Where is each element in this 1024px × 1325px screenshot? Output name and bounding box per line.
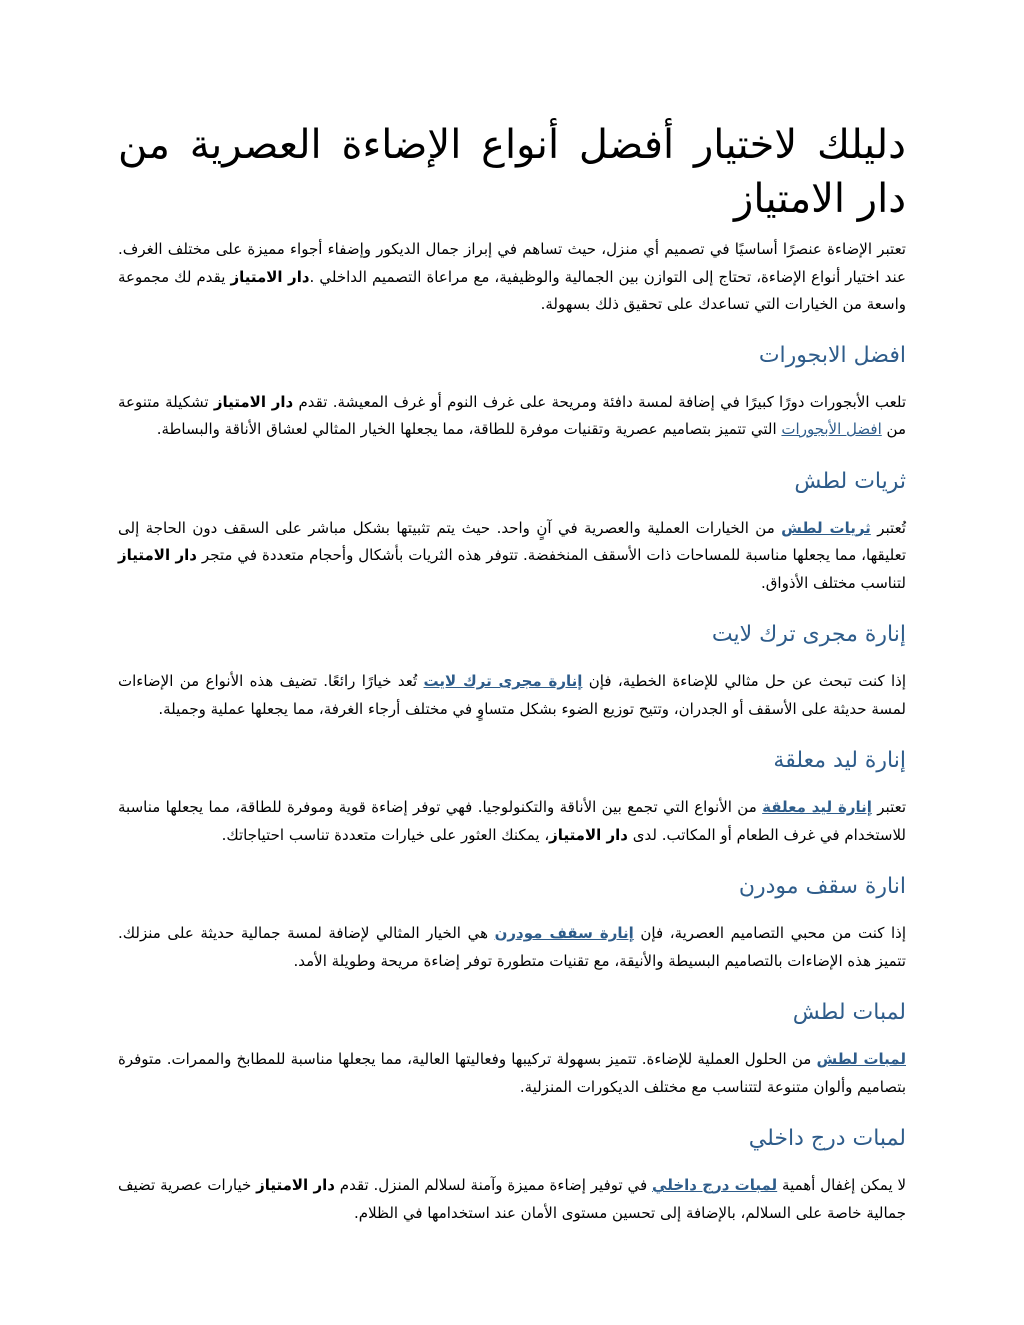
section-paragraph-stair-lights bbox=[118, 1172, 906, 1227]
paragraph-text: خيارات عصرية تضيف جمالية خاصة على السلالم، بالإضافة إلى تحسين مستوى الأمان عند استخدامها في الظلام. bbox=[118, 1176, 906, 1222]
brand-name: دار الامتياز bbox=[230, 267, 310, 286]
paragraph-text: لا يمكن إغفال أهمية bbox=[777, 1176, 907, 1194]
brand-name: دار الامتياز bbox=[213, 392, 294, 411]
link-track-light[interactable]: إنارة مجرى ترك لايت bbox=[423, 672, 583, 690]
link-flush-bulbs[interactable]: لمبات لطش bbox=[816, 1050, 906, 1068]
paragraph-text: من الخيارات العملية والعصرية في آنٍ واحد. حيث يتم تثبيتها بشكل مباشر على السقف دون الحاجة إلى تعليقها، مما يجعلها مناسبة للمساحات ذات الأسقف المنخفضة. تتوفر هذه الثريات بأشكال وأحجام متعددة في متجر bbox=[118, 518, 907, 564]
paragraph-text: تلعب الأبجورات دورًا كبيرًا في إضافة لمسة دافئة ومريحة على غرف النوم أو غرف المعيشة. تقدم bbox=[293, 392, 906, 411]
section-heading-flush-chandeliers: ثريات لطش bbox=[794, 468, 906, 494]
section-heading-modern-ceiling: انارة سقف مودرن bbox=[738, 874, 906, 899]
section-heading-track-light: إنارة مجرى ترك لايت bbox=[711, 622, 906, 647]
section-paragraph-abajour bbox=[118, 389, 906, 444]
paragraph-text: من الأنواع التي تجمع بين الأناقة والتكنولوجيا. فهي توفر إضاءة قوية وموفرة للطاقة، مما يجعلها مناسبة للاستخدام في غرف الطعام أو المكاتب. لدى bbox=[118, 798, 906, 844]
section-paragraph-flush-bulbs bbox=[118, 1046, 906, 1101]
brand-name: دار الامتياز bbox=[118, 546, 197, 564]
paragraph-text: لتناسب مختلف الأذواق. bbox=[761, 573, 906, 592]
paragraph-text: تُعتبر bbox=[870, 518, 906, 537]
brand-name: دار الامتياز bbox=[256, 1176, 335, 1194]
link-stair-lights[interactable]: لمبات درج داخلي bbox=[652, 1176, 778, 1194]
section-paragraph-track-light bbox=[118, 668, 906, 723]
paragraph-text: هي الخيار المثالي لإضافة لمسة جمالية حديثة على منزلك. تتميز هذه الإضاءات بالتصاميم البسيطة والأنيقة، مع تقنيات متطورة توفر إضاءة مريحة وطويلة الأمد. bbox=[118, 924, 906, 970]
paragraph-text: إذا كنت تبحث عن حل مثالي للإضاءة الخطية، فإن bbox=[582, 672, 906, 690]
intro-paragraph bbox=[118, 236, 906, 319]
section-heading-abajour: افضل الابجورات bbox=[758, 342, 906, 368]
intro-text: تعتبر الإضاءة عنصرًا أساسيًا في تصميم أي منزل، حيث تساهم في إبراز جمال الديكور وإضفاء أجواء مميزة على مختلف الغرف. عند اختيار أنواع الإضاءة، تحتاج إلى التوازن بين الجمالية والوظيفية، مع مراعاة التصميم الداخلي . bbox=[118, 240, 907, 286]
paragraph-text: تعتبر bbox=[871, 798, 907, 816]
link-modern-ceiling[interactable]: إنارة سقف مودرن bbox=[494, 924, 634, 942]
paragraph-text: من الحلول العملية للإضاءة. تتميز بسهولة تركيبها وفعاليتها العالية، مما يجعلها مناسبة للمطابخ والممرات. متوفرة بتصاميم وألوان متنوعة لتتناسب مع مختلف الديكورات المنزلية. bbox=[118, 1050, 906, 1096]
link-flush-chandeliers[interactable]: ثريات لطش bbox=[781, 518, 871, 537]
brand-name: دار الامتياز bbox=[549, 825, 628, 844]
intro-text: يقدم لك مجموعة واسعة من الخيارات التي تساعدك على تحقيق ذلك بسهولة. bbox=[118, 267, 906, 313]
document-page bbox=[118, 118, 906, 1250]
paragraph-text: إذا كنت من محبي التصاميم العصرية، فإن bbox=[633, 924, 907, 942]
section-heading-stair-lights: لمبات درج داخلي bbox=[748, 1126, 906, 1151]
paragraph-text: في توفير إضاءة مميزة وآمنة لسلالم المنزل. تقدم bbox=[334, 1176, 653, 1194]
section-heading-hanging-led: إنارة ليد معلقة bbox=[773, 748, 906, 773]
paragraph-text: ، يمكنك العثور على خيارات متعددة تناسب احتياجاتك. bbox=[221, 825, 550, 844]
section-paragraph-modern-ceiling bbox=[118, 920, 906, 975]
paragraph-text: التي تتميز بتصاميم عصرية وتقنيات موفرة للطاقة، مما يجعلها الخيار المثالي لعشاق الأناقة والبساطة. bbox=[156, 420, 782, 438]
link-hanging-led[interactable]: إنارة ليد معلقة bbox=[762, 798, 872, 816]
section-paragraph-flush-chandeliers bbox=[118, 515, 906, 598]
link-best-abajour[interactable]: افضل الأبجورات bbox=[781, 420, 882, 438]
document-title: دليلك لاختيار أفضل أنواع الإضاءة العصرية من دار الامتياز bbox=[118, 122, 906, 222]
paragraph-text: تُعد خيارًا رائعًا. تضيف هذه الأنواع من الإضاءات لمسة حديثة على الأسقف أو الجدران، وتتيح توزيع الضوء بشكل متساوٍ في مختلف أرجاء الغرفة، مما يجعلها عملية وجميلة. bbox=[118, 672, 906, 718]
paragraph-text: تشكيلة متنوعة من bbox=[118, 392, 906, 438]
section-heading-flush-bulbs: لمبات لطش bbox=[792, 1000, 906, 1025]
section-paragraph-hanging-led bbox=[118, 794, 906, 849]
